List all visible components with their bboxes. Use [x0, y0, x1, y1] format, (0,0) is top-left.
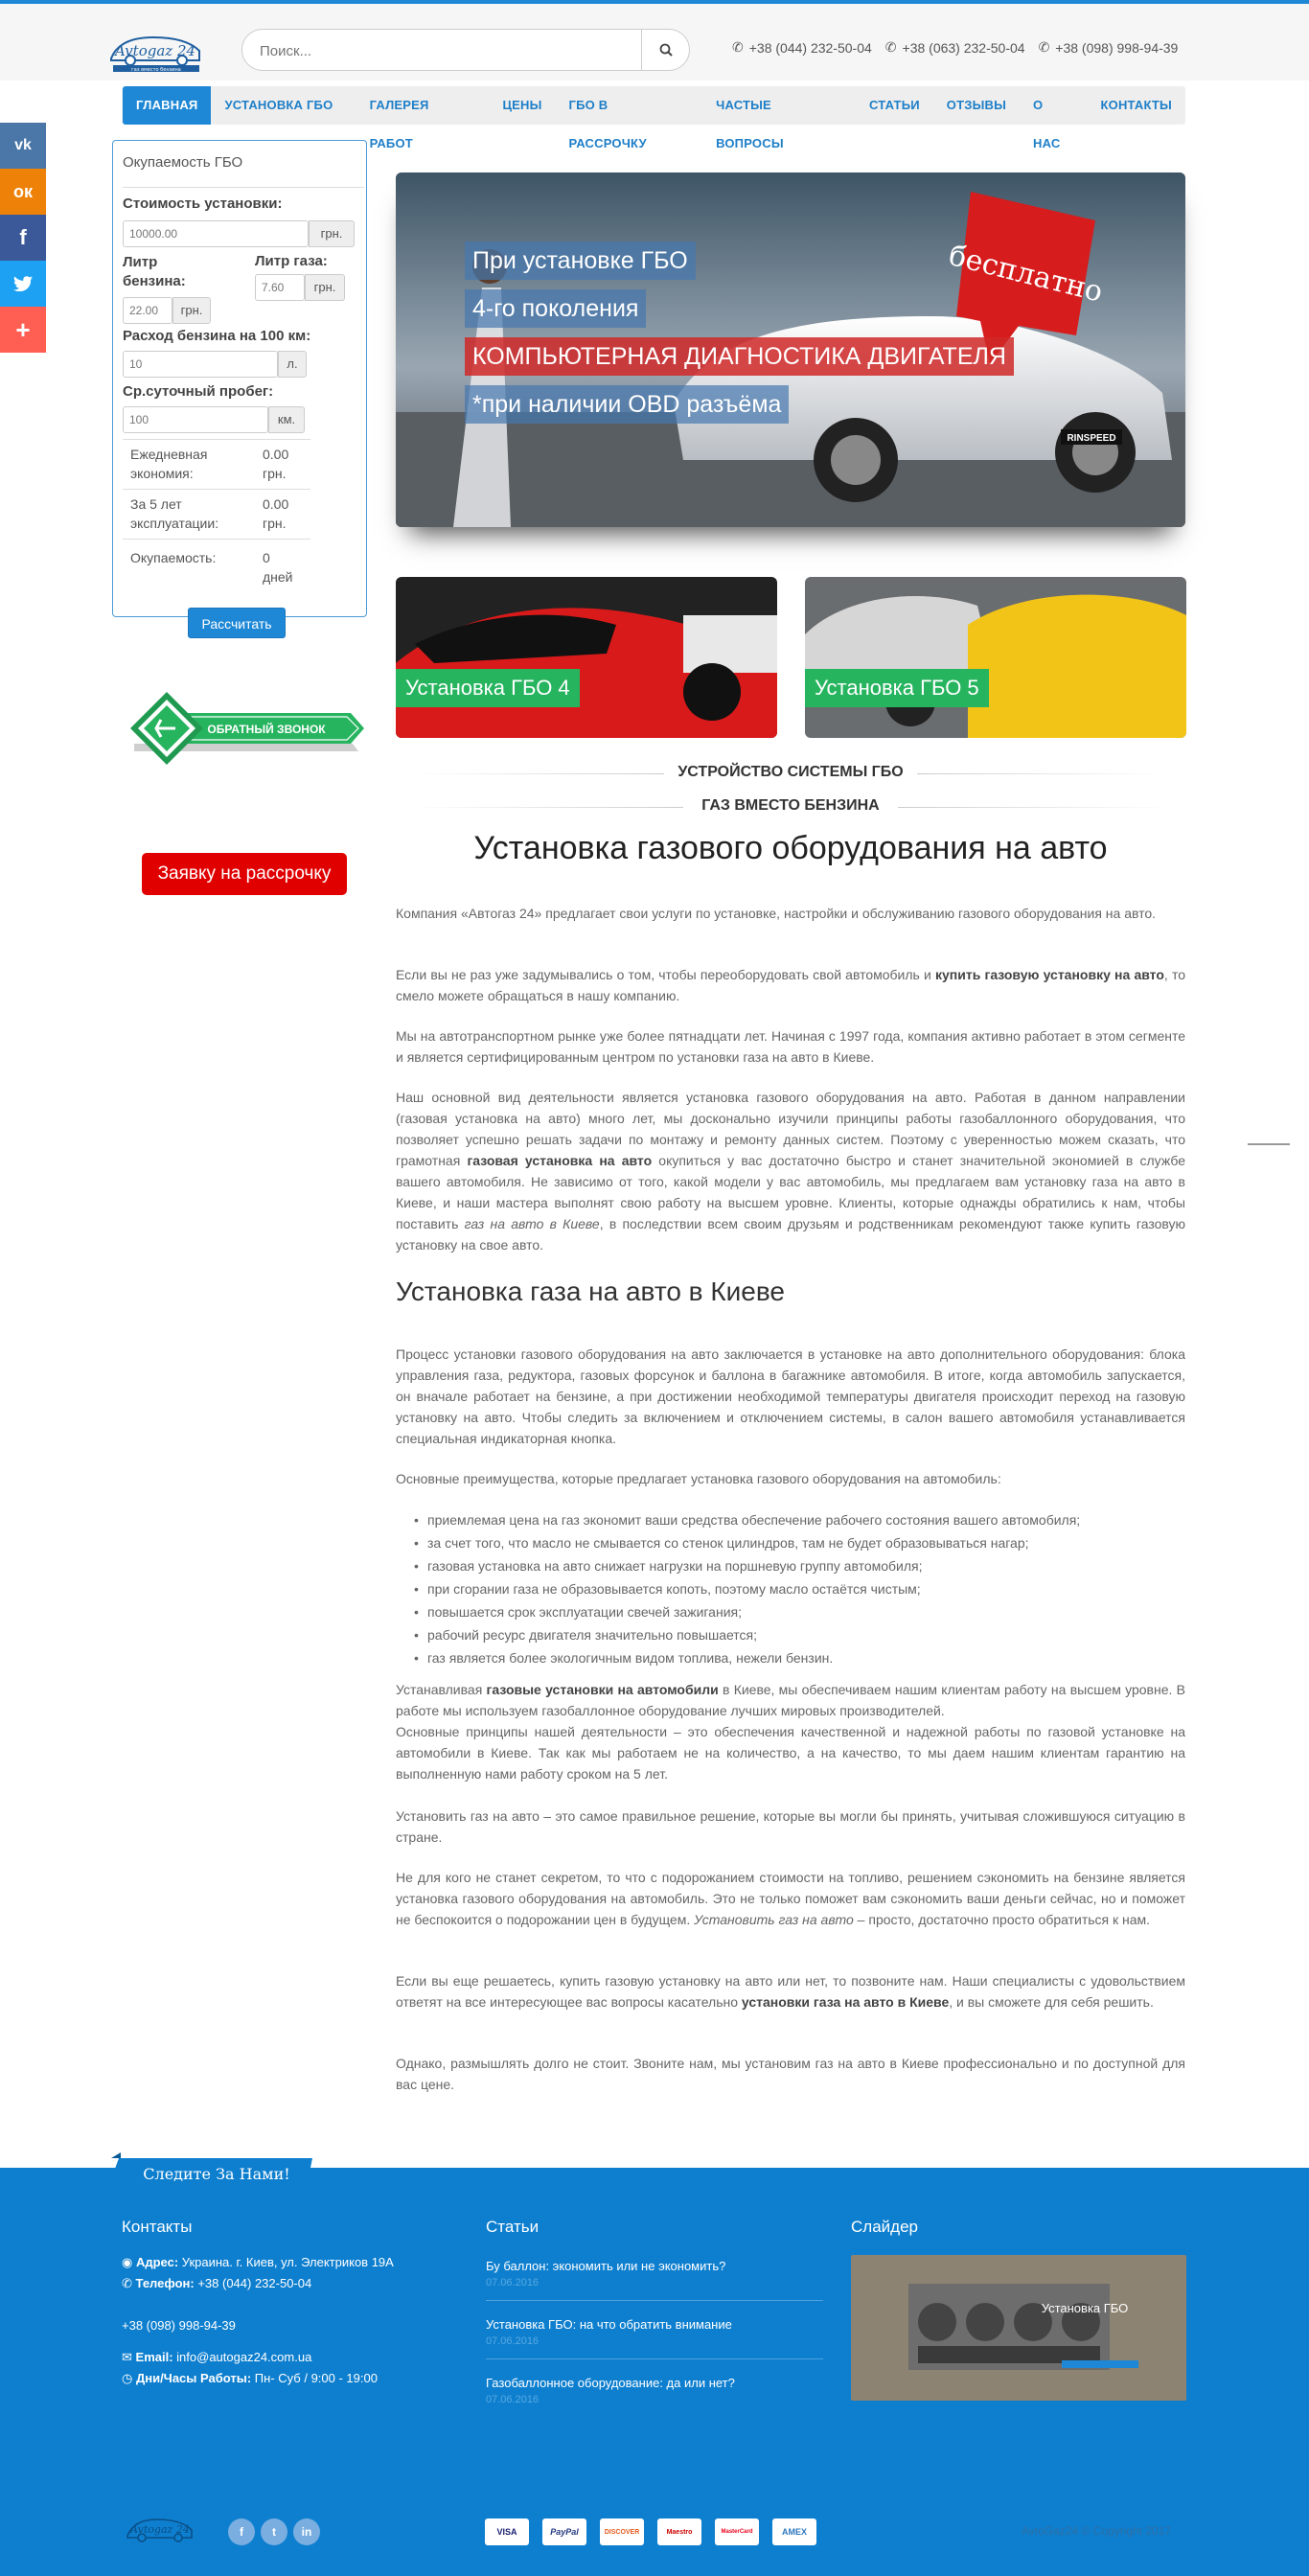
callback-label: ОБРАТНЫЙ ЗВОНОК	[207, 723, 326, 736]
daily-label: Ежедневная экономия:	[130, 447, 208, 481]
vk-icon[interactable]: vk	[0, 123, 46, 169]
cost-label: Стоимость установки:	[123, 196, 283, 212]
footer-slider-col	[851, 2218, 1186, 2237]
footer-heading: Статьи	[486, 2218, 540, 2236]
paragraph: Если вы еще решаетесь, купить газовую установку на авто или нет, то позвоните нам. Наши специалисты с удовольствием ответят на все интересующее вас вопросы касательно установки газа на авто в Киеве, и вы сможете для себя решить.	[396, 1973, 1185, 2010]
visa-icon: VISA	[485, 2518, 529, 2545]
divider	[486, 2300, 823, 2301]
article-title: Установка газового оборудования на авто	[473, 830, 1108, 866]
search-box	[241, 29, 690, 71]
nav-item-installments[interactable]: ГБО В РАССРОЧКУ	[568, 98, 647, 150]
banner-badge: бесплатно	[945, 238, 1107, 310]
paypal-icon: PayPal	[542, 2518, 586, 2545]
article-subtitle: Установка газа на авто в Киеве	[396, 1276, 785, 1306]
nav-item-reviews[interactable]: ОТЗЫВЫ	[946, 98, 1007, 112]
divider	[486, 2358, 823, 2359]
section-title: ГАЗ ВМЕСТО БЕНЗИНА	[396, 797, 1185, 816]
hero-banner[interactable]	[396, 172, 1185, 527]
phone-item[interactable]: ✆ +38 (063) 232-50-04	[884, 39, 1025, 56]
banner-line: *при наличии OBD разъёма	[465, 385, 789, 424]
footer-contacts	[122, 2218, 428, 2389]
phone-icon: ✆	[884, 39, 897, 55]
mileage-unit: км.	[268, 406, 305, 433]
nav-item-gallery[interactable]: ГАЛЕРЕЯ РАБОТ	[369, 98, 429, 150]
follow-text: Следите За Нами!	[143, 2165, 290, 2183]
paragraph: Не для кого не станет секретом, то что с подорожанием стоимости на топливо, решением сэкономить на бензине является установка газового оборудования на автомобиль. Это не только поможет вам сэкономить ваши деньги сейчас, но и поможет не беспокоится о подорожании цен в будущем. Установить газ на авто – просто, достаточно просто обратиться к нам.	[396, 1870, 1185, 1927]
contact-email[interactable]: ✉ Email: info@autogaz24.com.ua	[122, 2350, 312, 2364]
promo-label: Установка ГБО 5	[805, 669, 989, 707]
gas-label: Литр газа:	[255, 253, 328, 269]
promo-label: Установка ГБО 4	[396, 669, 580, 707]
phone-icon: ✆	[1038, 39, 1050, 55]
promo-image	[396, 577, 777, 738]
list-item: • при сгорании газа не образовывается копоть, поэтому масло остаётся чистым;	[427, 1577, 1175, 1600]
nav-item-faq[interactable]: ЧАСТЫЕ ВОПРОСЫ	[716, 98, 784, 150]
calc-body	[123, 187, 364, 614]
paragraph: Однако, размышлять долго не стоит. Звоните нам, мы установим газ на авто в Киеве профессионально и по доступной для вас цене.	[396, 2056, 1185, 2092]
footer-logo-text: Avtogaz 24	[130, 2523, 190, 2536]
amex-icon: AMEX	[772, 2518, 816, 2545]
gas-input[interactable]	[256, 275, 304, 300]
cost-unit: грн.	[309, 220, 355, 247]
nav-item-prices[interactable]: ЦЕНЫ	[502, 98, 542, 112]
nav-item-home[interactable]: ГЛАВНАЯ	[123, 86, 211, 125]
title-line	[415, 807, 683, 808]
paragraph: Компания «Автогаз 24» предлагает свои услуги по установке, настройки и обслуживанию газового оборудования на авто.	[396, 906, 1157, 921]
banner-line: При установке ГБО	[465, 242, 696, 280]
paragraph: Устанавливая газовые установки на автомобили в Киеве, мы обеспечиваем нашим клиентам работу на высшем уровне. В работе мы используем газобаллонное оборудование лучших мировых производителей. Основные принципы нашей деятельности – это обеспечения качественной и надежной работы по газовой установке на автомобили в Киеве. Так как мы работаем не на количество, а на качество, то мы даем нашим клиентам гарантию на выполненную нами работу сроком на 5 лет.	[396, 1682, 1185, 1782]
banner-plate: RINSPEED	[1067, 433, 1116, 444]
main-nav	[122, 86, 1185, 150]
paragraph: Процесс установки газового оборудования на авто заключается в установке на авто дополнительного оборудования: блока управления газа, редуктора, газовых форсунок и баллона в багажнике автомобиля. В итоге, когда автомобиль запускается, он вначале работает на бензине, а при достижении необходимой температуры двигателя происходит переход на газовую установку на авто. Чтобы следить за включением и отключением системы, в салон вашего автомобиля устанавливается специальная индикаторная кнопка.	[396, 1346, 1185, 1446]
phone-icon: ✆	[122, 2276, 132, 2290]
title-line	[415, 773, 664, 774]
five-years-value: 0.00 грн.	[263, 496, 289, 531]
slider-image	[851, 2255, 1186, 2401]
payback-label: Окупаемость:	[130, 550, 217, 565]
contact-phone[interactable]: ✆ Телефон: +38 (044) 232-50-04	[122, 2276, 312, 2290]
ok-icon[interactable]: ок	[0, 169, 46, 215]
daily-value: 0.00 грн.	[263, 447, 289, 481]
divider	[123, 439, 310, 440]
gas-field	[255, 274, 305, 301]
mileage-input[interactable]	[124, 407, 267, 432]
cost-field	[123, 220, 309, 247]
advantages-list	[427, 1508, 1175, 1669]
calculate-button[interactable]: Рассчитать	[188, 608, 286, 638]
copyright: AvtoGaz24 © Copyright 2017	[1022, 2524, 1172, 2538]
petrol-unit: грн.	[172, 297, 211, 324]
nav-item-contacts[interactable]: КОНТАКТЫ	[1100, 98, 1172, 112]
title-line	[917, 773, 1166, 774]
installment-request-button[interactable]: Заявку на рассрочку	[142, 853, 347, 895]
paragraph: Мы на автотранспортном рынке уже более пятнадцати лет. Начиная с 1997 года, компания активно работает в этом сегменте и является сертифицированным центром по установки газа на авто в Киеве.	[396, 1028, 1185, 1065]
petrol-field	[123, 297, 172, 324]
promo-gbo4[interactable]	[396, 577, 777, 738]
consumption-label: Расход бензина на 100 км:	[123, 328, 311, 344]
search-input[interactable]	[260, 40, 624, 61]
footer-slider[interactable]	[851, 2255, 1186, 2401]
header-phones	[732, 39, 1178, 56]
search-icon	[659, 43, 673, 57]
list-item: • за счет того, что масло не смывается со стенок цилиндров, там не будет образовываться нагар;	[427, 1531, 1175, 1554]
list-item: • повышается срок эксплуатации свечей зажигания;	[427, 1600, 1175, 1623]
phone-item[interactable]: ✆ +38 (098) 998-94-39	[1038, 39, 1179, 56]
petrol-label: Литр бензина:	[123, 254, 186, 289]
banner-line: 4-го поколения	[465, 289, 646, 328]
phone-item[interactable]: ✆ +38 (044) 232-50-04	[732, 39, 872, 56]
promo-gbo5[interactable]	[805, 577, 1186, 738]
phone-icon: ✆	[732, 39, 744, 55]
paragraph: Наш основной вид деятельности является установка газового оборудования на авто. Работая в данном направлении (газовая установка на авто) много лет, мы досконально изучили принципы работы газобаллонного оборудования, что позволяет успешно решать задачи по монтажу и ремонту данных систем. Поэтому с уверенностью можем сказать, что грамотная газовая установка на авто окупиться у вас достаточно быстро и станет значительной экономией в службе вашего автомобиля. Не зависимо от того, какой модели у вас автомобиль, мы предлагаем вам установку газа на авто в Киеве, и наши мастера выполнят свою работу на высшем уровне. Клиенты, которые однажды обратились к нам, чтобы поставить газ на авто в Киеве, в последствии всем своим друзьям и родственникам рекомендуют также купить газовую установку на свое авто.	[396, 1090, 1186, 1253]
clock-icon: ◷	[122, 2371, 133, 2385]
list-item: • газ является более экологичным видом топлива, нежели бензин.	[427, 1646, 1175, 1669]
callback-button[interactable]	[123, 688, 364, 776]
payback-value: 0 дней	[263, 550, 293, 585]
discover-icon: DISCOVER	[600, 2518, 644, 2545]
list-item: • газовая установка на авто снижает нагрузки на поршневую группу автомобиля;	[427, 1554, 1175, 1577]
paragraph: Установить газ на авто – это самое правильное решение, которые вы могли бы принять, учитывая сложившуюся ситуацию в стране.	[396, 1808, 1185, 1845]
title-line	[898, 807, 1166, 808]
footer-heading: Слайдер	[851, 2218, 918, 2236]
twitter-icon[interactable]	[0, 261, 46, 307]
facebook-icon[interactable]: f	[228, 2518, 255, 2545]
logo-subtext: газ вместо бензина	[131, 67, 181, 73]
mileage-field	[123, 406, 268, 433]
payback-calculator	[112, 140, 367, 617]
nav-item-gbo-install[interactable]: УСТАНОВКА ГБО	[224, 98, 333, 112]
maestro-icon: Maestro	[657, 2518, 701, 2545]
nav-item-articles[interactable]: СТАТЬИ	[869, 98, 920, 112]
divider	[123, 489, 310, 490]
five-years-label: За 5 лет эксплуатации:	[130, 496, 219, 531]
site-logo[interactable]	[107, 30, 205, 74]
mastercard-icon: MasterCard	[715, 2518, 759, 2545]
plus-icon[interactable]: +	[0, 307, 46, 353]
divider	[123, 539, 310, 540]
article-link[interactable]: Газобаллонное оборудование: да или нет? 07.06.2016	[486, 2376, 735, 2405]
consumption-unit: л.	[278, 351, 307, 378]
search-button[interactable]	[641, 29, 689, 71]
gas-unit: грн.	[305, 274, 345, 301]
paragraph: Если вы не раз уже задумывались о том, чтобы переоборудовать свой автомобиль и купить газовую установку на авто, то смело можете обращаться в нашу компанию.	[396, 967, 1185, 1003]
petrol-input[interactable]	[124, 298, 172, 323]
envelope-icon: ✉	[122, 2350, 132, 2364]
banner-line: КОМПЬЮТЕРНАЯ ДИАГНОСТИКА ДВИГАТЕЛЯ	[465, 337, 1014, 376]
promo-image	[805, 577, 1186, 738]
header	[0, 4, 1309, 80]
consumption-input[interactable]	[124, 352, 277, 377]
logo-text: Avtogaz 24	[114, 42, 196, 59]
contact-address: ◉ Адрес: Украина. г. Киев, ул. Электриков 19А	[122, 2255, 394, 2269]
list-item: • рабочий ресурс двигателя значительно повышается;	[427, 1623, 1175, 1646]
calc-title: Окупаемость ГБО	[123, 154, 243, 171]
mileage-label: Ср.суточный пробег:	[123, 383, 274, 400]
article-link[interactable]: Установка ГБО: на что обратить внимание 07.06.2016	[486, 2317, 732, 2347]
social-share-bar	[0, 123, 46, 353]
nav-item-about[interactable]: О НАС	[1033, 98, 1061, 150]
contact-hours: ◷ Дни/Часы Работы: Пн- Суб / 9:00 - 19:00	[122, 2371, 378, 2385]
article-link[interactable]: Бу баллон: экономить или не экономить? 07.06.2016	[486, 2259, 726, 2288]
slider-caption: Установка ГБО	[1041, 2301, 1129, 2315]
follow-us-ribbon[interactable]	[111, 2152, 312, 2187]
footer-heading: Контакты	[122, 2218, 193, 2236]
paragraph: Основные преимущества, которые предлагает установка газового оборудования на автомобиль:	[396, 1471, 1001, 1486]
list-item: • приемлемая цена на газ экономит ваши средства обеспечение рабочего состояния вашего автомобиля;	[427, 1508, 1175, 1531]
consumption-field	[123, 351, 278, 378]
facebook-icon[interactable]: f	[0, 215, 46, 261]
twitter-icon[interactable]: t	[261, 2518, 287, 2545]
contact-phone2[interactable]: +38 (098) 998-94-39	[122, 2318, 236, 2333]
map-marker-icon: ◉	[122, 2255, 133, 2269]
footer-articles	[486, 2218, 823, 2405]
cost-input[interactable]	[124, 221, 308, 246]
side-dash	[1248, 1143, 1290, 1145]
section-title: УСТРОЙСТВО СИСТЕМЫ ГБО	[396, 764, 1185, 783]
linkedin-icon[interactable]: in	[293, 2518, 320, 2545]
footer-logo[interactable]	[125, 2513, 195, 2547]
